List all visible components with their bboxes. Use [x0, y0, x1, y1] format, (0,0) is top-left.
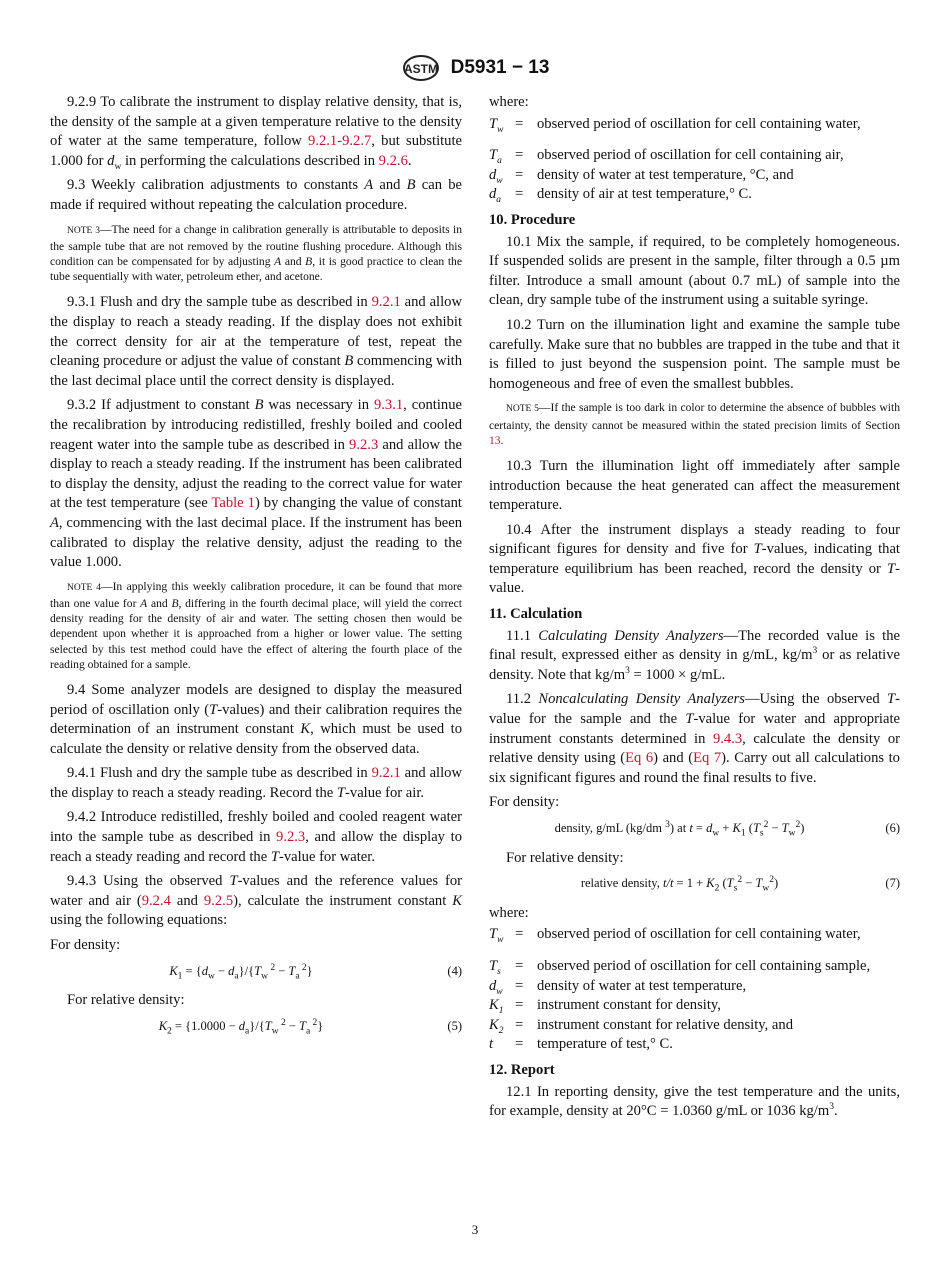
text-run: = 1000 × g/mL.	[629, 666, 726, 683]
text-run: )	[800, 821, 805, 836]
definition-text: instrument constant for density,	[537, 997, 721, 1014]
text-run: 9.3.1 Flush and dry the sample tube as described in	[67, 294, 372, 311]
subscript: s	[733, 883, 738, 894]
superscript: 3	[812, 646, 818, 657]
spacer	[489, 134, 900, 146]
text-run: For density:	[50, 937, 121, 954]
paragraph	[489, 457, 900, 516]
note-label: NOTE 4	[67, 582, 101, 593]
cross-reference-link[interactable]: 9.2.1	[371, 294, 401, 311]
definition-item	[489, 957, 900, 977]
text-run: -values and the reference values for water and air (	[50, 873, 462, 909]
page-header	[0, 54, 950, 82]
cross-reference-link[interactable]: Eq 6	[625, 750, 654, 767]
paragraph	[50, 872, 462, 931]
subscript: w	[114, 161, 122, 172]
paragraph	[50, 176, 462, 215]
text-run: ) at	[669, 821, 690, 836]
superscript: 3	[625, 666, 630, 676]
subscript: w	[788, 828, 796, 839]
subscript: 1	[498, 1006, 504, 1017]
subscript: 2	[498, 1025, 504, 1036]
definition-text: density of air at test temperature,° C.	[537, 186, 752, 203]
subscript: s	[497, 966, 501, 977]
italic-text: T	[685, 711, 694, 728]
page-number: 3	[471, 1222, 479, 1237]
equation-number: (4)	[447, 963, 462, 978]
text-run: and	[281, 254, 306, 268]
subscript: a	[305, 1026, 311, 1037]
text-run: —The need for a change in calibration generally is attributable to deposits in the sample tube that are not removed by the routine flushing procedure. Although this condition can be compensated for by adjusting	[50, 222, 462, 268]
paragraph	[489, 849, 900, 869]
equals-sign: =	[515, 977, 524, 994]
text-run: −	[742, 876, 756, 891]
definition-item	[489, 146, 900, 166]
text-run: 9.2.9 To calibrate the instrument to display relative density, that is, the density of the sample at a given temperature relative to the density of water at the same temperature, follow	[50, 94, 462, 150]
section-heading	[489, 211, 900, 231]
paragraph	[50, 93, 462, 171]
italic-text: T	[781, 821, 789, 836]
italic-text: B	[344, 353, 354, 370]
text-run: −	[214, 963, 229, 978]
italic-text: d	[238, 1018, 246, 1033]
text-run: -values, indicating that temperature equilibrium has been reached, record the density or	[489, 541, 900, 577]
equals-sign: =	[515, 957, 524, 974]
italic-text: T	[288, 963, 296, 978]
astm-logo-icon	[401, 54, 441, 82]
equation-body	[50, 962, 432, 982]
italic-text: T	[229, 873, 238, 890]
cross-reference-link[interactable]: 9.2.4	[141, 892, 171, 909]
text-run: .	[833, 1103, 838, 1120]
svg-text:ASTM: ASTM	[403, 62, 438, 76]
text-run: can be made if required without repeating the calculation procedure.	[50, 177, 462, 213]
text-run: +	[719, 821, 733, 836]
italic-text: A	[364, 177, 374, 194]
text-run: 10. Procedure	[489, 211, 576, 228]
italic-text: K	[452, 892, 462, 909]
definition-text: observed period of oscillation for cell containing air,	[537, 147, 844, 164]
subscript: w	[762, 883, 770, 894]
paragraph	[50, 293, 462, 391]
text-run: relative density,	[580, 876, 663, 891]
subscript: w	[496, 986, 503, 997]
italic-text: B	[406, 177, 416, 194]
definition-symbol: $d_w$	[489, 977, 503, 997]
standard-designation: D5931 − 13	[450, 57, 550, 78]
subscript: s	[759, 828, 764, 839]
paragraph	[489, 93, 900, 113]
equals-sign: =	[515, 997, 524, 1014]
equation-number: (6)	[885, 821, 900, 836]
spacer	[489, 945, 900, 957]
subscript: w	[497, 935, 504, 946]
cross-reference-link[interactable]: Eq 7	[693, 750, 722, 767]
text-run: 11.2	[506, 691, 539, 708]
text-run: (	[745, 821, 753, 836]
note-label: NOTE 3	[67, 225, 100, 236]
definition-symbol: $T_w$	[489, 115, 504, 135]
text-run: and	[147, 596, 172, 610]
superscript: 3	[829, 1102, 834, 1113]
definition-symbol: $T_s$	[489, 957, 501, 977]
cross-reference-link[interactable]: 9.2.3	[349, 436, 379, 453]
italic-text: T	[726, 876, 734, 891]
text-run: 9.3 Weekly calibration adjustments to constants	[67, 177, 365, 194]
italic-text: Noncalculating Density Analyzers	[538, 691, 745, 708]
superscript: 2	[278, 1017, 286, 1028]
text-run: = {1.0000 −	[171, 1018, 239, 1033]
text-run: —In applying this weekly calibration procedure, it can be found that more than one value for	[50, 579, 463, 610]
definition-symbol: $K_1$	[489, 997, 504, 1017]
italic-text: T	[887, 691, 896, 708]
subscript: w	[497, 124, 504, 135]
italic-text: T	[209, 701, 218, 718]
italic-text: K	[300, 721, 311, 738]
text-run: commencing with the last decimal place until the correct density is displayed.	[50, 353, 462, 389]
cross-reference-link[interactable]: 13	[489, 433, 501, 447]
subscript: 2	[714, 883, 720, 894]
paragraph	[50, 808, 462, 867]
italic-text: A	[50, 514, 59, 531]
definition-text: density of water at test temperature, °C, and	[537, 166, 794, 183]
text-run: -value.	[489, 560, 900, 597]
equation-body	[489, 874, 870, 894]
text-run: }/{	[238, 963, 255, 978]
italic-text: d	[107, 152, 115, 169]
text-run: where:	[489, 94, 529, 110]
equals-sign: =	[515, 147, 524, 164]
definition-item	[489, 996, 900, 1016]
italic-text: A	[274, 254, 282, 268]
text-run: and	[373, 177, 407, 194]
section-heading	[489, 605, 900, 625]
text-run: and	[170, 892, 204, 909]
text-run: 9.3.2 If adjustment to constant	[67, 397, 255, 414]
text-run: -value for air.	[345, 784, 425, 801]
text-run: ) by changing the value of constant	[254, 495, 462, 512]
italic-text: d	[706, 821, 713, 836]
subscript: a	[295, 971, 300, 982]
definition-symbol: t	[489, 1036, 494, 1053]
text-run: For relative density:	[67, 992, 185, 1009]
subscript: a	[497, 156, 502, 167]
italic-text: T	[755, 876, 763, 891]
text-run: density, g/mL (kg/dm	[554, 821, 666, 836]
italic-text: K	[169, 963, 178, 978]
text-run: 12. Report	[489, 1061, 555, 1078]
italic-text: T	[336, 784, 346, 801]
italic-text: B	[305, 254, 313, 268]
text-run: }/{	[249, 1018, 265, 1033]
cross-reference-link[interactable]: 9.2.6	[378, 152, 408, 169]
superscript: 2	[737, 875, 743, 886]
subscript: w	[271, 1026, 279, 1037]
text-run: -value for water and appropriate instrument constants determined in	[489, 711, 900, 747]
text-run: }	[306, 963, 313, 978]
definition-text: instrument constant for relative density, and	[537, 1016, 793, 1033]
italic-text: T	[299, 1018, 306, 1033]
text-run: —Using the observed	[744, 691, 887, 708]
text-run: where:	[489, 904, 529, 921]
italic-text: T	[887, 560, 896, 577]
text-run: .	[500, 433, 504, 447]
italic-text: T	[752, 821, 760, 836]
text-run: —If the sample is too dark in color to determine the absence of bubbles with certainty, the density cannot be measured within the stated precision limits of Section	[489, 401, 900, 432]
text-run: -value for the sample and the	[489, 691, 900, 728]
definition-item	[489, 166, 900, 186]
equation	[489, 874, 900, 894]
subscript: 2	[167, 1026, 172, 1037]
superscript: 2	[763, 819, 769, 830]
text-run: 10.1 Mix the sample, if required, to be completely homogeneous. If suspended solids are present in the sample, filter through a 0.5 µm filter. Introduce a small amount (about 0.7 mL) of sample into the clean, dry sample tube of the instrument using a suitable syringe.	[489, 233, 900, 309]
text-run: , calculate the density or relative density using (	[489, 730, 900, 767]
paragraph	[489, 233, 900, 311]
subscript: w	[496, 175, 503, 186]
text-run: For relative density:	[506, 849, 624, 866]
note	[489, 400, 900, 448]
text-run: , differing in the fourth decimal place, will yield the correct density reading for the density of air and water. The setting chosen then would be dependent upon whether it is approached from a higher or lower value. The setting selected by this test method could have the effect of altering the fourth place of the reading obtained for a sample.	[50, 596, 463, 671]
italic-text: d	[201, 963, 208, 978]
text-run: and allow the display to reach a steady reading. If the instrument has been calibrated to display the density, adjust the reading to the correct value for water at the test temperature (see	[50, 436, 462, 512]
text-run: and allow the display to reach a steady reading. Record the	[50, 765, 462, 801]
definition-symbol: $d_w$	[489, 166, 503, 186]
text-run: , it is good practice to clean the tube sequentially with water, petroleum ether, and acetone.	[50, 254, 462, 284]
italic-text: K	[706, 876, 715, 891]
cross-reference-link[interactable]: 9.2.3	[276, 829, 306, 846]
text-run: —The recorded value is the final result, expressed either as density in g/mL, kg/m	[489, 627, 900, 664]
subscript: w	[261, 971, 268, 982]
paragraph	[50, 991, 462, 1011]
text-run: = {	[182, 963, 202, 978]
superscript: 2	[299, 962, 307, 973]
paragraph	[489, 1083, 900, 1122]
text-run: 10.4 After the instrument displays a steady reading to four significant figures for density and five for	[489, 521, 900, 558]
italic-text: t/t	[663, 876, 674, 891]
paragraph	[50, 396, 462, 572]
text-run: was necessary in	[263, 397, 374, 414]
equation	[50, 962, 462, 982]
text-run: For density:	[489, 794, 560, 811]
definition-text: observed period of oscillation for cell containing water,	[537, 115, 861, 132]
cross-reference-link[interactable]: 9.2.1	[371, 765, 401, 782]
paragraph	[50, 936, 462, 956]
subscript: a	[234, 971, 239, 982]
paragraph	[50, 681, 462, 759]
text-run: 10.3 Turn the illumination light off immediately after sample introduction because the heat generated can affect the measurement temperature.	[489, 457, 900, 514]
text-run: in performing the calculations described in	[121, 152, 379, 169]
text-run: 9.4.3 Using the observed	[67, 873, 230, 890]
cross-reference-link[interactable]: 9.3.1	[373, 397, 404, 414]
text-run: (	[719, 876, 727, 891]
definition-symbol: $T_a$	[489, 147, 502, 167]
paragraph	[489, 521, 900, 599]
cross-reference-link[interactable]: 9.4.3	[712, 730, 743, 747]
text-run: ) and (	[653, 750, 694, 767]
italic-text: K	[732, 821, 741, 836]
subscript: 1	[740, 828, 746, 839]
text-run: using the following equations:	[50, 912, 228, 929]
definition-text: observed period of oscillation for cell containing sample,	[537, 957, 871, 974]
equation	[50, 1017, 462, 1037]
definition-text: temperature of test,° C.	[537, 1036, 673, 1053]
paragraph	[489, 690, 900, 788]
text-run: 12.1 In reporting density, give the test temperature and the units, for example, density at 20°C = 1.0360 g/mL or 1036 kg/m	[489, 1083, 900, 1120]
text-run: , which must be used to calculate the density or relative density from the observed data.	[50, 721, 462, 757]
superscript: 3	[665, 819, 670, 830]
text-run: , but substitute 1.000 for	[50, 133, 463, 169]
cross-reference-link[interactable]: 9.2.1-9.2.7	[308, 133, 372, 150]
definition-item	[489, 977, 900, 997]
text-run: 10.2 Turn on the illumination light and examine the sample tube carefully. Make sure that no bubbles are trapped in the tube and that it is filled to just beyond the suspension point. The sample must be homogeneous and free of even the smallest bubbles.	[489, 316, 900, 392]
paragraph	[489, 904, 900, 924]
text-run: −	[285, 1018, 299, 1033]
equals-sign: =	[515, 926, 524, 943]
definition-item	[489, 185, 900, 205]
superscript: 2	[769, 875, 774, 886]
note	[50, 222, 462, 285]
superscript: 2	[267, 962, 276, 973]
cross-reference-link[interactable]: Table 1	[211, 495, 255, 512]
definition-item	[489, 1035, 900, 1055]
definition-symbol: $K_2$	[489, 1016, 504, 1036]
equation-body	[489, 819, 870, 839]
equals-sign: =	[515, 166, 524, 183]
text-run: 9.4 Some analyzer models are designed to display the measured period of oscillation only (	[50, 681, 462, 718]
text-run: , commencing with the last decimal place. If the instrument has been calibrated to display the relative density, adjust the reading to the value 1.000.	[50, 514, 462, 571]
definition-symbol: $T_w$	[489, 926, 504, 946]
text-run: 11. Calculation	[489, 606, 583, 623]
text-run: )	[773, 876, 779, 891]
italic-text: B	[254, 397, 264, 414]
definition-item	[489, 925, 900, 945]
text-run: ), calculate the instrument constant	[233, 892, 453, 909]
equation-body	[50, 1017, 432, 1037]
text-run: and allow the display to reach a steady reading. If the display does not exhibit the correct density for air at the temperature of test, repeat the cleaning procedure or adjust the value of constant	[50, 294, 462, 370]
italic-text: A	[140, 596, 148, 610]
text-run: , and allow the display to reach a steady reading and record the	[50, 829, 462, 865]
italic-text: T	[753, 541, 762, 558]
subscript: w	[207, 971, 215, 982]
italic-text: K	[158, 1018, 168, 1033]
text-run: }	[317, 1018, 324, 1033]
text-run: 9.4.1 Flush and dry the sample tube as described in	[67, 765, 372, 782]
equals-sign: =	[515, 186, 524, 203]
paragraph	[489, 627, 900, 686]
superscript: 2	[310, 1017, 318, 1028]
note	[50, 579, 462, 672]
section-heading	[489, 1061, 900, 1081]
definition-item	[489, 1016, 900, 1036]
text-run: =	[692, 821, 707, 836]
definition-symbol: $d_a$	[489, 186, 502, 206]
superscript: 2	[795, 819, 801, 830]
equation	[489, 819, 900, 839]
subscript: a	[496, 195, 502, 206]
note-label: NOTE 5	[506, 404, 539, 415]
text-run: 9.4.2 Introduce redistilled, freshly boiled and cooled reagent water into the sample tube as described in	[50, 809, 462, 846]
text-run: 11.1	[506, 627, 539, 644]
definition-text: observed period of oscillation for cell containing water,	[537, 926, 861, 943]
left-column	[50, 93, 462, 1046]
definition-item	[489, 115, 900, 135]
text-run: -values) and their calibration requires the determination of an instrument constant	[50, 701, 462, 738]
equation-number: (5)	[447, 1018, 462, 1033]
italic-text: T	[264, 1018, 272, 1033]
right-column	[489, 93, 900, 1127]
subscript: a	[245, 1026, 250, 1037]
subscript: 1	[177, 971, 183, 982]
italic-text: B	[171, 596, 179, 610]
equation-number: (7)	[885, 876, 900, 891]
text-run: , continue the recalibration by introducing redistilled, freshly boiled and cooled reagent water into the sample tube as described in	[50, 397, 462, 453]
paragraph	[50, 764, 462, 803]
text-run: or as relative density. Note that kg/m	[489, 647, 900, 683]
italic-text: d	[228, 963, 235, 978]
subscript: w	[712, 828, 720, 839]
text-run: −	[275, 963, 289, 978]
text-run: .	[407, 152, 412, 169]
text-run: -value for water.	[278, 848, 375, 865]
text-run: ). Carry out all calculations to six significant figures and round the final results to five.	[489, 750, 900, 786]
paragraph	[489, 316, 900, 394]
italic-text: t	[689, 821, 693, 836]
cross-reference-link[interactable]: 9.2.5	[203, 892, 234, 909]
equals-sign: =	[515, 1036, 524, 1053]
equals-sign: =	[515, 115, 524, 132]
definition-text: density of water at test temperature,	[537, 977, 747, 994]
equals-sign: =	[515, 1016, 524, 1033]
italic-text: Calculating Density Analyzers	[538, 627, 724, 644]
italic-text: T	[254, 963, 262, 978]
paragraph	[489, 793, 900, 813]
text-run: = 1 +	[673, 876, 707, 891]
italic-text: T	[270, 848, 279, 865]
text-run: −	[768, 821, 782, 836]
